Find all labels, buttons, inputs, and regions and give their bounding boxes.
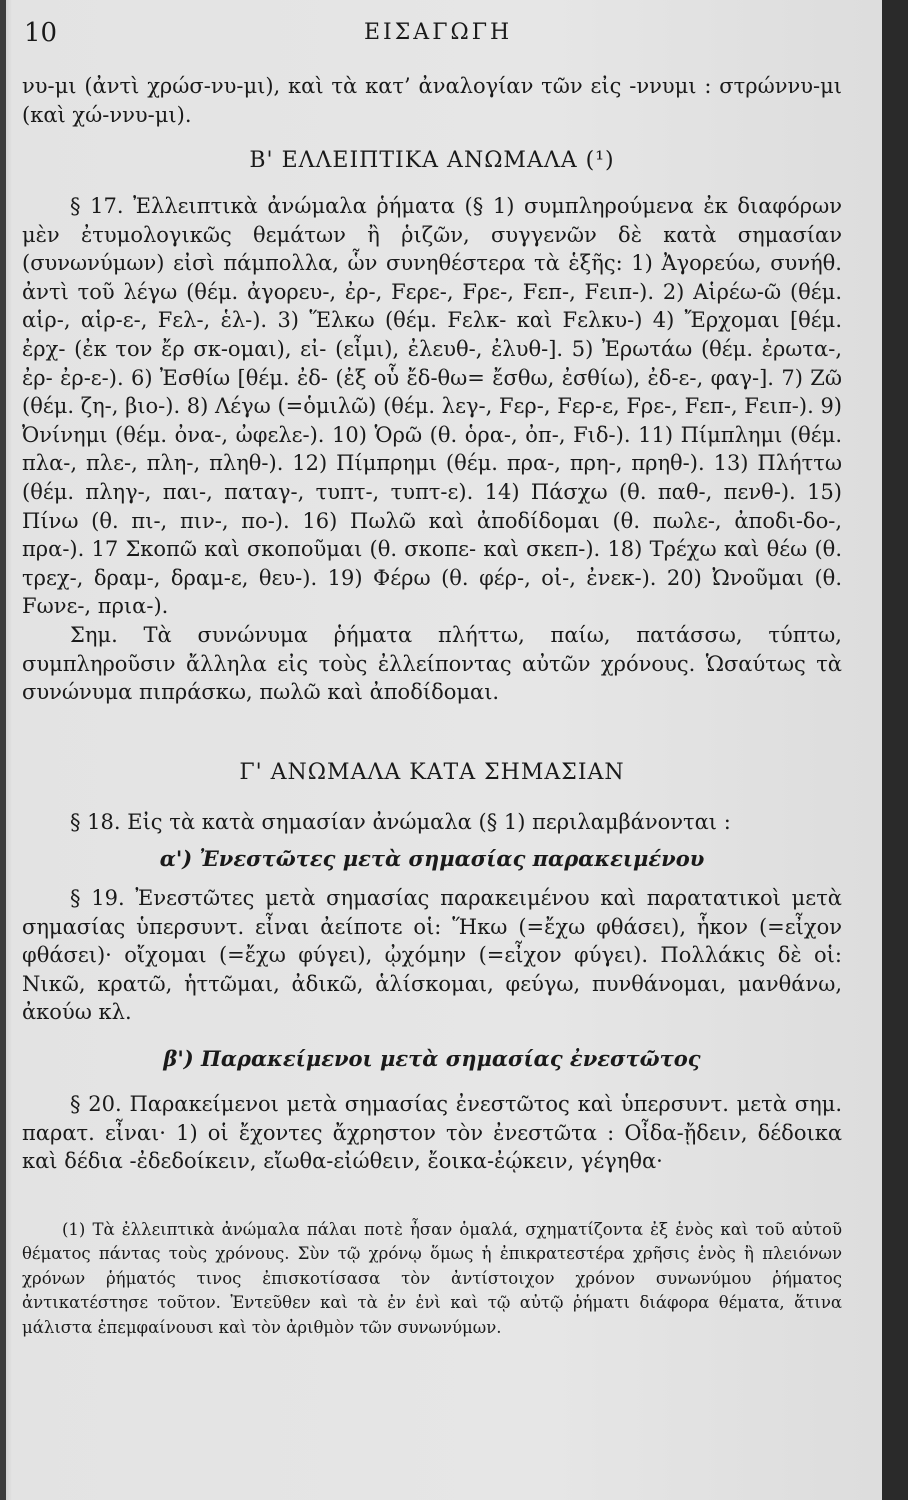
- intro-text-block: [22, 72, 842, 129]
- paragraph-20-block: [22, 1090, 842, 1176]
- footnote-text: (1) Τὰ ἐλλειπτικὰ ἀνώμαλα πάλαι ποτὲ ἦσαν ὁμαλά, σχηματίζοντα ἐξ ἑνὸς καὶ τοῦ αὐτοῦ θέματος πάντας τοὺς χρόνους. Σὺν τῷ χρόνῳ ὅμως ἡ ἐπικρατεστέρα χρῆσις ἑνὸς ἢ πλειόνων χρόνων ῥήματός τινος ἐπισκοτίσασα τὸν ἀντίστοιχον χρόνον συνωνύμου ῥήματος ἀντικατέστησε τοῦτον. Ἐντεῦθεν καὶ τὰ ἐν ἑνὶ καὶ τῷ αὐτῷ ῥήματι διάφορα θέματα, ἅτινα μάλιστα ἐπεμφαίνουσι καὶ τὸν ἀριθμὸν τῶν συνωνύμων.: [22, 1220, 842, 1337]
- subtitle-b-wrap: [22, 1046, 842, 1071]
- paragraph-17: § 17. Ἐλλειπτικὰ ἀνώμαλα ῥήματα (§ 1) συμπληρούμενα ἐκ διαφόρων μὲν ἐτυμολογικῶς θεμάτων ἢ ῥιζῶν, συγγενῶν δὲ κατὰ σημασίαν (συνωνύμων) εἰσὶ πάμπολλα, ὧν συνηθέστερα τὰ ἑξῆς: 1) Ἀγορεύω, συνήθ. ἀντὶ τοῦ λέγω (θέμ. ἀγορευ-, ἐρ-, Fερε-, Fρε-, Fεπ-, Fειπ-). 2) Αἱρέω-ῶ (θέμ. αἱρ-, αἱρ-ε-, Fελ-, ἑλ-). 3) Ἕλκω (θέμ. Fελκ- καὶ Fελκυ-) 4) Ἔρχομαι [θέμ. ἐρχ- (ἐκ τον ἔρ σκ-ομαι), εἰ- (εἶμι), ἐλευθ-, ἐλυθ-]. 5) Ἐρωτάω (θέμ. ἐρωτα-, ἐρ- ἐρ-ε-). 6) Ἐσθίω [θέμ. ἐδ- (ἐξ οὗ ἔδ-θω= ἔσθω, ἐσθίω), ἐδ-ε-, φαγ-]. 7) Ζῶ (θέμ. ζη-, βιο-). 8) Λέγω (=ὁμιλῶ) (θέμ. λεγ-, Fερ-, Fερ-ε, Fρε-, Fεπ-, Fειπ-). 9) Ὀνίνημι (θέμ. ὀνα-, ὠφελε-). 10) Ὁρῶ (θ. ὁρα-, ὀπ-, Fιδ-). 11) Πίμπλημι (θέμ. πλα-, πλε-, πλη-, πληθ-). 12) Πίμπρημι (θέμ. πρα-, πρη-, πρηθ-). 13) Πλήττω (θέμ. πληγ-, παι-, παταγ-, τυπτ-, τυπτ-ε). 14) Πάσχω (θ. παθ-, πενθ-). 15) Πίνω (θ. πι-, πιν-, πο-). 16) Πωλῶ καὶ ἀποδίδομαι (θ. πωλε-, ἀποδι-δο-, πρα-). 17 Σκοπῶ καὶ σκοποῦμαι (θ. σκοπε- καὶ σκεπ-). 18) Τρέχω καὶ θέω (θ. τρεχ-, δραμ-, δραμ-ε, θευ-). 19) Φέρω (θ. φέρ-, οἰ-, ἐνεκ-). 20) Ὠνοῦμαι (θ. Fωνε-, πρια-).: [22, 194, 842, 619]
- page-right-edge: [882, 0, 908, 1500]
- subtitle-a: α') Ἐνεστῶτες μετὰ σημασίας παρακειμένου: [159, 846, 705, 871]
- section-g-title: Γ' ΑΝΩΜΑΛΑ ΚΑΤΑ ΣΗΜΑΣΙΑΝ: [239, 760, 625, 785]
- paragraph-20: § 20. Παρακείμενοι μετὰ σημασίας ἐνεστῶτος καὶ ὑπερσυντ. μετὰ σημ. παρατ. εἶναι· 1) οἱ ἔχοντες ἄχρηστον τὸν ἐνεστῶτα : Οἶδα-ᾔδειν, δέδοικα καὶ δέδια -ἐδεδοίκειν, εἴωθα-εἰώθειν, ἔοικα-ἐῴκειν, γέγηθα·: [22, 1092, 842, 1174]
- page-header: [24, 18, 868, 58]
- paragraph-18: § 18. Εἰς τὰ κατὰ σημασίαν ἀνώμαλα (§ 1) περιλαμβάνονται :: [70, 810, 731, 834]
- page-left-edge: [0, 0, 6, 1500]
- note-paragraph: Σημ. Τὰ συνώνυμα ῥήματα πλήττω, παίω, πατάσσω, τύπτω, συμπληροῦσιν ἄλληλα εἰς τοὺς ἐλλείποντας αὐτῶν χρόνους. Ὡσαύτως τὰ συνώνυμα πιπράσκω, πωλῶ καὶ ἀποδίδομαι.: [22, 622, 842, 705]
- subtitle-b: β') Παρακείμενοι μετὰ σημασίας ἐνεστῶτος: [163, 1046, 701, 1071]
- section-b-body: [22, 192, 842, 707]
- paragraph-19-block: [22, 884, 842, 1027]
- footnote: [22, 1218, 842, 1340]
- running-title: ΕΙΣΑΓΩΓΗ: [364, 20, 513, 45]
- paragraph-19: § 19. Ἐνεστῶτες μετὰ σημασίας παρακειμένου καὶ παρατατικοὶ μετὰ σημασίας ὑπερσυντ. εἶναι ἀείποτε οἱ: Ἥκω (=ἔχω φθάσει), ἧκον (=εἶχον φθάσει)· οἴχομαι (=ἔχω φύγει), ᾠχόμην (=εἶχον φύγει). Πολλάκις δὲ οἱ: Νικῶ, κρατῶ, ἡττῶμαι, ἀδικῶ, ἁλίσκομαι, φεύγω, πυνθάνομαι, μανθάνω, ἀκούω κλ.: [22, 886, 842, 1025]
- section-g-heading-wrap: [22, 760, 842, 785]
- subtitle-a-wrap: [22, 846, 842, 871]
- page-number: 10: [24, 18, 58, 48]
- section-b-heading-wrap: [22, 148, 842, 173]
- section-b-title: Β' ΕΛΛΕΙΠΤΙΚΑ ΑΝΩΜΑΛΑ (¹): [249, 148, 615, 173]
- paragraph-18-block: [22, 808, 842, 837]
- intro-paragraph: νυ-μι (ἀντὶ χρώσ-νυ-μι), καὶ τὰ κατ’ ἀναλογίαν τῶν εἰς -ννυμι : στρώννυ-μι (καὶ χώ-ννυ-μι).: [22, 74, 842, 127]
